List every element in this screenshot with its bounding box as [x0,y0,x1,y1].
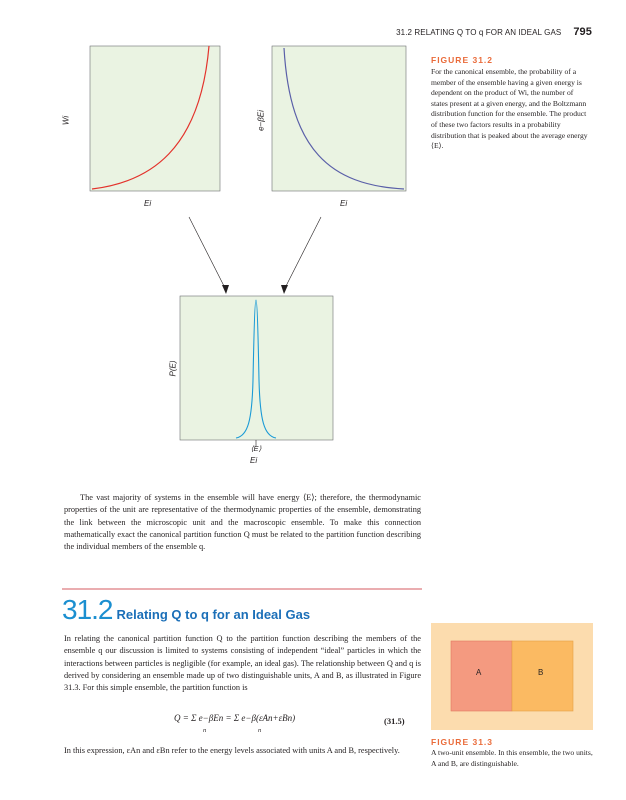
figure-31-2-caption: For the canonical ensemble, the probability of a member of the ensemble having a given energy is dependent on the product of Wi, the number of states present at a given energy, and the Boltzmann distribution function for the ensemble. The product of these two factors results in a probability distribution that is peaked about the average energy ⟨E⟩. [431,67,588,151]
equation-term-1: Σ e−βEn [191,713,224,723]
unit-a-label: A [476,668,482,677]
equation-sum-index-2: n [258,727,262,734]
panel-bottom-ylabel: P(E) [168,360,178,377]
equation-lhs: Q = [174,713,189,723]
section-number: 31.2 [62,594,113,625]
figure-31-3-label: FIGURE 31.3 [431,737,494,747]
panel-left-xlabel: Ei [144,199,152,208]
page-number: 795 [573,26,592,38]
section-heading [62,594,310,626]
figure-31-2-label: FIGURE 31.2 [431,55,494,65]
section-title: Relating Q to q for an Ideal Gas [116,607,311,622]
equation-term-2: Σ e−β(εAn+εBn) [233,713,296,723]
running-title: 31.2 RELATING Q TO q FOR AN IDEAL GAS [396,28,562,37]
panel-right-xlabel: Ei [340,199,348,208]
panel-right-frame [272,46,406,191]
figure-31-3-caption: A two-unit ensemble. In this ensemble, the two units, A and B, are distinguishable. [431,748,593,768]
arrow-left [189,217,226,290]
equation-sum-index-1: n [203,727,207,734]
arrow-right-head [281,285,288,294]
panel-left-frame [90,46,220,191]
arrow-left-head [222,285,229,294]
unit-a-box [451,641,512,711]
equation-equals: = [225,713,232,723]
arrow-right [284,217,321,290]
paragraph-3: In this expression, εAn and εBn refer to the energy levels associated with units A and B, respectively. [64,746,400,755]
panel-right-ylabel: e−βEi [256,110,266,131]
paragraph-1: The vast majority of systems in the ensemble will have energy ⟨E⟩; therefore, the thermodynamic properties of the unit are representative of the thermodynamic properties of the ensemble, demonstrating the link between the microscopic unit and the macroscopic ensemble. To make this connection mathematically exact the canonical partition function Q must be related to the partition function describing the individual members of the ensemble q. [64,493,421,552]
panel-bottom-frame [180,296,333,440]
mean-energy-label: ⟨E⟩ [250,444,262,453]
equation-number: (31.5) [384,716,405,726]
panel-bottom-xlabel: Ei [250,456,258,465]
unit-b-label: B [538,668,544,677]
equation-31-5 [174,713,295,723]
paragraph-2: In relating the canonical partition function Q to the partition function describing the members of the ensemble q our discussion is limited to systems consisting of independent “ideal” particles in which the interactions between particles is negligible (for example, an ideal gas). The relationship between Q and q is derived by considering an ensemble made up of two distinguishable units, A and B, as illustrated in Figure 31.3. For this simple ensemble, the partition function is [64,634,421,693]
panel-left-ylabel: Wi [61,115,71,126]
